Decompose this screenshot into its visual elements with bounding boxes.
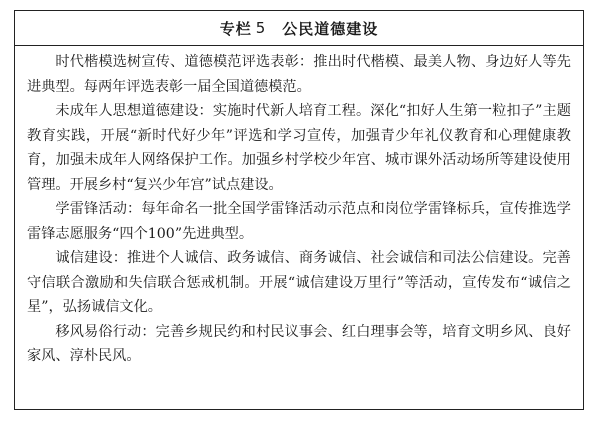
paragraph-role-models <box>27 50 571 99</box>
paragraph-text: 时代楷模选树宣传、道德模范评选表彰：推出时代楷模、最美人物、身边好人等先进典型。每两年评选表彰一届全国道德模范。 <box>27 54 571 95</box>
paragraph-text: 移风易俗行动：完善乡规民约和村民议事会、红白理事会等，培育文明乡风、良好家风、淳朴民风。 <box>27 323 571 364</box>
column-label: 专栏 <box>219 19 252 38</box>
paragraph-lei-feng <box>27 197 571 246</box>
paragraph-text: 未成年人思想道德建设：实施时代新人培育工程。深化“扣好人生第一粒扣子”主题教育实践，开展“新时代好少年”评选和学习宣传，加强青少年礼仪教育和心理健康教育，加强未成年人网络保护工作。加强乡村学校少年宫、城市课外活动场所等建设使用管理。开展乡村“复兴少年宫”试点建设。 <box>27 103 571 193</box>
paragraph-minors-ethics <box>27 99 571 197</box>
column-title: 公民道德建设 <box>282 19 379 38</box>
paragraph-text: 诚信建设：推进个人诚信、政务诚信、商务诚信、社会诚信和司法公信建设。完善守信联合激励和失信联合惩戒机制。开展“诚信建设万里行”等活动，宣传发布“诚信之星”，弘扬诚信文化。 <box>27 250 571 315</box>
paragraph-customs-reform <box>27 320 571 369</box>
column-number: 5 <box>255 19 267 37</box>
column-header <box>15 11 583 46</box>
column-content <box>15 46 583 369</box>
paragraph-text: 学雷锋活动：每年命名一批全国学雷锋活动示范点和岗位学雷锋标兵，宣传推选学雷锋志愿服务“四个100”先进典型。 <box>27 201 571 242</box>
column-box <box>14 10 584 410</box>
paragraph-integrity <box>27 246 571 320</box>
